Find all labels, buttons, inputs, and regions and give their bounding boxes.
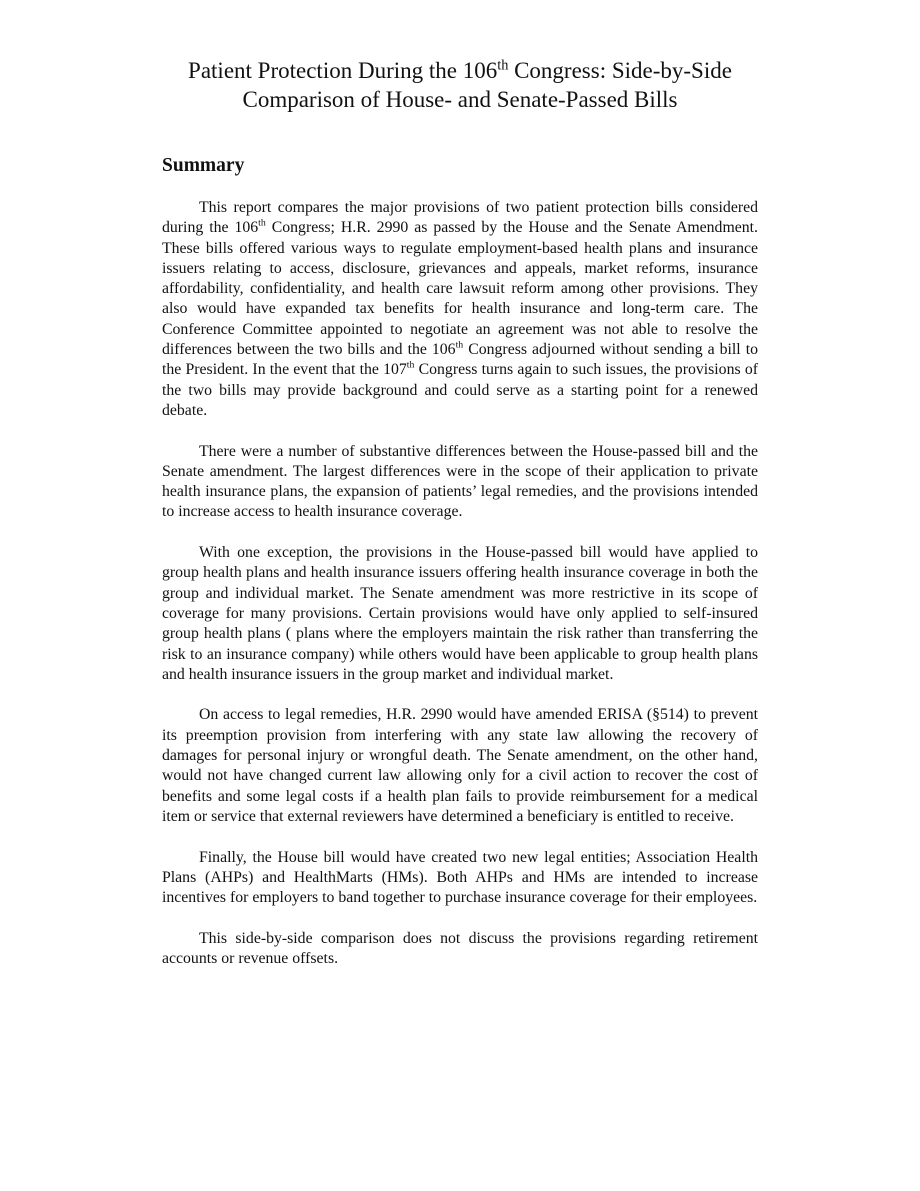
document-page — [162, 56, 758, 990]
summary-heading: Summary — [162, 155, 245, 176]
summary-paragraph-1: This report compares the major provisions of two patient protection bills considered during the 106th Congress; H.R. 2990 as passed by the House and the Senate Amendment. These bills offered various ways to regulate employment-based health plans and insurance issuers relating to access, disclosure, grievances and appeals, market reforms, insurance affordability, confidentiality, and health care lawsuit reform among other provisions. They also would have expanded tax benefits for health insurance and long-term care. The Conference Committee appointed to negotiate an agreement was not able to resolve the differences between the two bills and the 106th Congress adjourned without sending a bill to the President. In the event that the 107th Congress turns again to such issues, the provisions of the two bills may provide background and could serve as a starting point for a renewed debate. — [162, 199, 758, 419]
summary-paragraph-4: On access to legal remedies, H.R. 2990 would have amended ERISA (§514) to prevent its preemption provision from interfering with any state law allowing the recovery of damages for personal injury or wrongful death. The Senate amendment, on the other hand, would not have changed current law allowing only for a civil action to recover the cost of benefits and some legal costs if a health plan fails to provide reimbursement for a medical item or service that external reviewers have determined a beneficiary is entitled to receive. — [162, 706, 758, 825]
summary-paragraph-3: With one exception, the provisions in the House-passed bill would have applied to group health plans and health insurance issuers offering health insurance coverage in both the group and individual market. The Senate amendment was more restrictive in its scope of coverage for many provisions. Certain provisions would have only applied to self-insured group health plans ( plans where the employers maintain the risk rather than transferring the risk to an insurance company) while others would have been applicable to group health plans and health insurance issuers in the group market and individual market. — [162, 544, 758, 683]
document-title — [162, 56, 758, 114]
summary-paragraph-6: This side-by-side comparison does not discuss the provisions regarding retirement accounts or revenue offsets. — [162, 929, 758, 967]
summary-paragraph-5: Finally, the House bill would have created two new legal entities; Association Health Plans (AHPs) and HealthMarts (HMs). Both AHPs and HMs are intended to increase incentives for employers to band together to purchase insurance coverage for their employees. — [162, 848, 758, 907]
title-line-1: Patient Protection During the 106th Congress: Side-by-Side — [188, 57, 732, 83]
title-line-2: Comparison of House- and Senate-Passed Bills — [242, 87, 678, 112]
summary-paragraph-2: There were a number of substantive differences between the House-passed bill and the Senate amendment. The largest differences were in the scope of their application to private health insurance plans, the expansion of patients’ legal remedies, and the provisions intended to increase access to health insurance coverage. — [162, 442, 758, 521]
